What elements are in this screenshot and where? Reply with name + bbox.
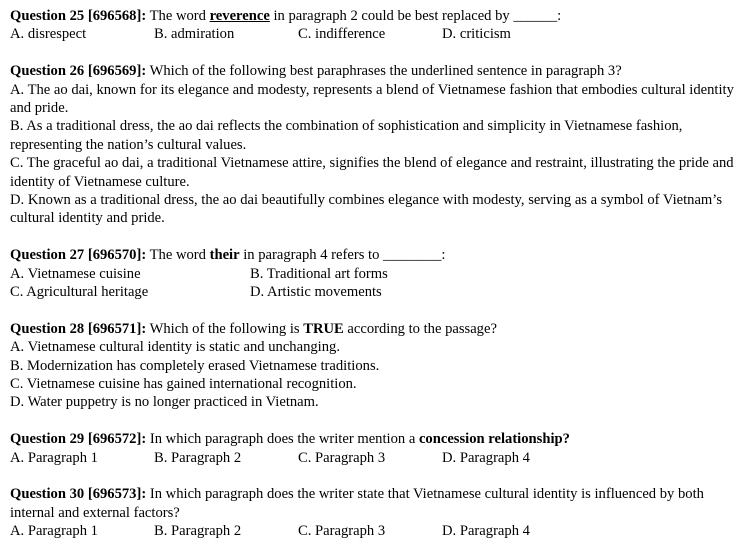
question-25-stem xyxy=(10,7,750,25)
question-29-options xyxy=(10,449,750,467)
question-29-option-d[interactable]: D. Paragraph 4 xyxy=(442,449,530,466)
question-30-option-a[interactable]: A. Paragraph 1 xyxy=(10,523,98,540)
question-30-options xyxy=(10,522,750,540)
question-27-option-c[interactable]: C. Agricultural heritage xyxy=(10,284,149,301)
question-28-keyword: TRUE xyxy=(303,320,344,337)
question-28 xyxy=(10,320,750,412)
question-26 xyxy=(10,62,750,228)
question-25-stem-pre: The word xyxy=(146,8,210,24)
question-29-option-a[interactable]: A. Paragraph 1 xyxy=(10,449,98,466)
question-26-label: Question 26 [696569]: xyxy=(10,63,147,80)
question-30-stem xyxy=(10,485,750,522)
question-26-option-c[interactable]: C. The graceful ao dai, a traditional Vietnamese attire, signifies the blend of elegance and restraint, illustrating the pride and identity of Vietnamese culture. xyxy=(10,155,734,190)
question-28-label: Question 28 [696571]: xyxy=(10,320,147,337)
question-28-option-d[interactable]: D. Water puppetry is no longer practiced in Vietnam. xyxy=(10,394,319,411)
question-27-stem-post: in paragraph 4 refers to ________: xyxy=(239,247,446,264)
question-27-keyword: their xyxy=(209,247,240,264)
question-25 xyxy=(10,7,750,44)
question-26-option-a[interactable]: A. The ao dai, known for its elegance and modesty, represents a blend of Vietnamese fashion that embodies cultural identity and pride. xyxy=(10,81,734,117)
question-29 xyxy=(10,430,750,467)
question-27 xyxy=(10,246,750,301)
question-30-label: Question 30 [696573]: xyxy=(10,486,147,503)
question-27-options-row-2 xyxy=(10,283,750,301)
spacer xyxy=(10,467,750,485)
question-25-option-a[interactable]: A. disrespect xyxy=(10,26,87,43)
question-27-options-row-1 xyxy=(10,265,750,283)
question-25-option-b[interactable]: B. admiration xyxy=(154,26,235,43)
question-28-option-b[interactable]: B. Modernization has completely erased Vietnamese traditions. xyxy=(10,357,380,374)
question-25-label: Question 25 [696568]: xyxy=(10,8,147,24)
question-30-option-c[interactable]: C. Paragraph 3 xyxy=(298,523,386,540)
question-29-stem-pre: In which paragraph does the writer mention a xyxy=(146,431,419,448)
question-27-option-b[interactable]: B. Traditional art forms xyxy=(250,265,388,282)
question-29-label: Question 29 [696572]: xyxy=(10,431,147,448)
question-29-keyword: concession relationship? xyxy=(418,431,570,448)
spacer xyxy=(10,412,750,430)
question-29-stem xyxy=(10,430,750,448)
question-25-stem-post: in paragraph 2 could be best replaced by ______: xyxy=(269,8,562,24)
question-28-stem-pre: Which of the following is xyxy=(146,320,304,337)
question-28-option-a[interactable]: A. Vietnamese cultural identity is static and unchanging. xyxy=(10,339,340,356)
question-26-stem-text: Which of the following best paraphrases the underlined sentence in paragraph 3? xyxy=(146,63,622,80)
spacer xyxy=(10,301,750,319)
question-27-stem-pre: The word xyxy=(146,247,210,264)
question-25-option-d[interactable]: D. criticism xyxy=(442,26,511,43)
spacer xyxy=(10,44,750,62)
question-25-option-c[interactable]: C. indifference xyxy=(298,26,386,43)
question-30-option-b[interactable]: B. Paragraph 2 xyxy=(154,523,242,540)
question-27-option-a[interactable]: A. Vietnamese cuisine xyxy=(10,265,141,282)
question-25-keyword: reverence xyxy=(209,8,270,24)
question-30-stem-text: In which paragraph does the writer state that Vietnamese cultural identity is influenced by both internal and external factors? xyxy=(10,486,704,521)
question-28-option-c[interactable]: C. Vietnamese cuisine has gained international recognition. xyxy=(10,376,357,393)
spacer xyxy=(10,228,750,246)
question-28-stem xyxy=(10,320,750,338)
question-29-option-b[interactable]: B. Paragraph 2 xyxy=(154,449,242,466)
question-28-stem-post: according to the passage? xyxy=(343,320,497,337)
question-27-stem xyxy=(10,246,750,264)
question-25-options xyxy=(10,25,750,43)
question-26-option-d[interactable]: D. Known as a traditional dress, the ao dai beautifully combines elegance with modesty, serving as a symbol of Vietnam’s cultural identity and pride. xyxy=(10,192,723,227)
question-30-option-d[interactable]: D. Paragraph 4 xyxy=(442,523,530,540)
question-26-option-b[interactable]: B. As a traditional dress, the ao dai reflects the combination of sophistication and simplicity in Vietnamese fashion, representing the nation’s cultural values. xyxy=(10,118,683,153)
question-27-label: Question 27 [696570]: xyxy=(10,247,147,264)
question-29-option-c[interactable]: C. Paragraph 3 xyxy=(298,449,386,466)
question-27-option-d[interactable]: D. Artistic movements xyxy=(250,284,382,301)
question-30 xyxy=(10,485,750,540)
question-26-stem xyxy=(10,62,750,80)
